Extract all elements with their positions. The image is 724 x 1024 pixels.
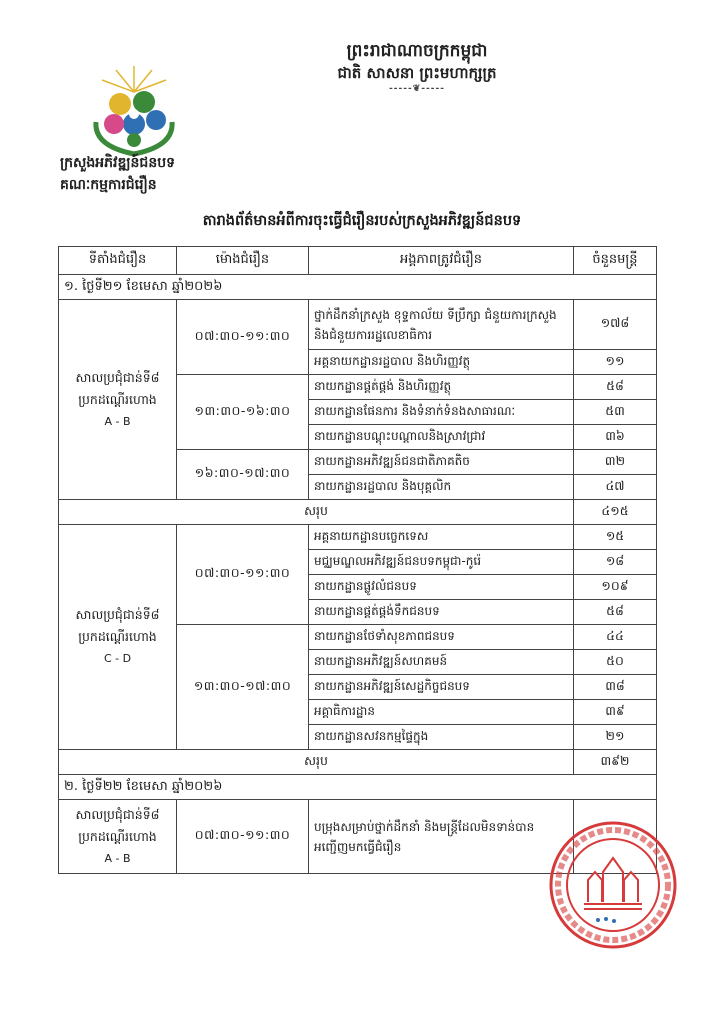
- venue-name-line2: ប្រកដណ្តើរហោង: [78, 391, 157, 407]
- header-unit: អង្គភាពត្រូវជំរឿន: [309, 247, 574, 275]
- unit-cell: នាយកដ្ឋានអភិវឌ្ឍន៍សហគមន៍: [309, 650, 574, 675]
- count-cell: ១៥: [574, 525, 657, 550]
- table-header-row: [59, 247, 657, 275]
- document-title: តារាងព័ត៌មានអំពីការចុះធ្វើជំរឿនរបស់ក្រសួងអភិវឌ្ឍន៍ជនបទ: [202, 212, 522, 229]
- official-stamp: [548, 820, 678, 950]
- day1-row: [59, 275, 657, 300]
- count-cell: ១៨: [574, 550, 657, 575]
- unit-cell: នាយកដ្ឋានរដ្ឋបាល និងបុគ្គលិក: [309, 475, 574, 500]
- venue-name-line2: ប្រកដណ្តើរហោង: [78, 629, 157, 644]
- unit-cell: នាយកដ្ឋានសវនកម្មផ្ទៃក្នុង: [309, 725, 574, 750]
- census-schedule-table: [58, 246, 657, 874]
- venue-name-line2: ប្រកដណ្តើរហោង: [78, 828, 157, 844]
- count-cell: ១០៩: [574, 575, 657, 600]
- count-cell: ៣៩: [574, 700, 657, 725]
- unit-cell: នាយកដ្ឋានថែទាំសុខភាពជនបទ: [309, 625, 574, 650]
- table-row: [59, 525, 657, 550]
- total-value: ៤១៥: [574, 500, 657, 525]
- unit-cell: នាយកដ្ឋានផែនការ និងទំនាក់ទំនងសាធារណៈ: [309, 400, 574, 425]
- time-cell: ០៧:៣០-១១:៣០: [177, 800, 309, 874]
- total-row: [59, 750, 657, 775]
- table-row: [59, 300, 657, 350]
- day2-label: ២. ថ្ងៃទី២២ ខែមេសា ឆ្នាំ២០២៦: [59, 775, 657, 800]
- venue-code: A - B: [104, 851, 131, 865]
- ministry-block: [60, 152, 175, 196]
- unit-cell: នាយកដ្ឋានអភិវឌ្ឍន៍សេដ្ឋកិច្ចជនបទ: [309, 675, 574, 700]
- venue-name-line1: សាលប្រជុំជាន់ទី៨: [75, 806, 160, 822]
- venue-cell: [59, 800, 177, 874]
- count-cell: ៣៨: [574, 675, 657, 700]
- unit-cell: នាយកដ្ឋានផ្លូវលំជនបទ: [309, 575, 574, 600]
- count-cell: ៤៤: [574, 625, 657, 650]
- time-cell: ០៧:៣០-១១:៣០: [177, 525, 309, 625]
- kingdom-name: ព្រះរាជាណាចក្រកម្ពុជា: [346, 41, 488, 61]
- header-count: ចំនួនមន្ត្រី: [574, 247, 657, 275]
- unit-cell: បម្រុងសម្រាប់ថ្នាក់ដឹកនាំ និងមន្ត្រីដែលមិនទាន់បានអញ្ជើញមកធ្វើជំរឿន: [309, 800, 574, 874]
- count-cell: ៥៨: [574, 375, 657, 400]
- unit-cell: នាយកដ្ឋានផ្គត់ផ្គង់ និងហិរញ្ញវត្ថុ: [309, 375, 574, 400]
- unit-cell: អគ្គនាយកដ្ឋានបច្ចេកទេស: [309, 525, 574, 550]
- count-cell: ២១: [574, 725, 657, 750]
- unit-cell: អគ្គនាយកដ្ឋានរដ្ឋបាល និងហិរញ្ញវត្ថុ: [309, 350, 574, 375]
- unit-cell: អគ្គាធិការដ្ឋាន: [309, 700, 574, 725]
- total-label: សរុប: [59, 750, 574, 775]
- venue-cell: [59, 525, 177, 750]
- unit-cell: នាយកដ្ឋានបណ្តុះបណ្តាលនិងស្រាវជ្រាវ: [309, 425, 574, 450]
- unit-cell: ថ្នាក់ដឹកនាំក្រសួង ខុទ្ទកាល័យ ទីប្រឹក្សា ជំនួយការក្រសួង និងជំនួយការរដ្ឋលេខាធិការ: [309, 300, 574, 350]
- total-value: ៣៩២: [574, 750, 657, 775]
- venue-code: A - B: [104, 414, 131, 428]
- count-cell: ១១: [574, 350, 657, 375]
- time-cell: ១៦:៣០-១៧:៣០: [177, 450, 309, 500]
- ornament: -----❦-----: [389, 84, 445, 94]
- count-cell: ១៧៨: [574, 300, 657, 350]
- total-row: [59, 500, 657, 525]
- time-cell: ១៣:៣០-១៧:៣០: [177, 625, 309, 750]
- count-cell: ៣២: [574, 450, 657, 475]
- day1-label: ១. ថ្ងៃទី២១ ខែមេសា ឆ្នាំ២០២៦: [59, 275, 657, 300]
- count-cell: ៥៨: [574, 600, 657, 625]
- national-motto: ជាតិ សាសនា ព្រះមហាក្សត្រ: [337, 64, 497, 82]
- day2-row: [59, 775, 657, 800]
- venue-name-line1: សាលប្រជុំជាន់ទី៨: [75, 607, 160, 622]
- venue-cell: [59, 300, 177, 500]
- header-time: ម៉ោងជំរឿន: [177, 247, 309, 275]
- total-label: សរុប: [59, 500, 574, 525]
- ministry-logo: [86, 62, 182, 158]
- unit-cell: នាយកដ្ឋានអភិវឌ្ឍន៍ជនជាតិភាគតិច: [309, 450, 574, 475]
- venue-code: C - D: [103, 652, 132, 665]
- count-cell: ៥៣: [574, 400, 657, 425]
- ministry-name: ក្រសួងអភិវឌ្ឍន៍ជនបទ: [60, 155, 175, 171]
- committee-name: គណៈកម្មការជំរឿន: [60, 177, 157, 193]
- time-cell: ០៧:៣០-១១:៣០: [177, 300, 309, 375]
- count-cell: ៣៦: [574, 425, 657, 450]
- count-cell: ៤៧: [574, 475, 657, 500]
- unit-cell: មជ្ឈមណ្ឌលអភិវឌ្ឍន៍ជនបទកម្ពុជា-កូរ៉េ: [309, 550, 574, 575]
- header-location: ទីតាំងជំរឿន: [59, 247, 177, 275]
- time-cell: ១៣:៣០-១៦:៣០: [177, 375, 309, 450]
- count-cell: ៥០: [574, 650, 657, 675]
- unit-cell: នាយកដ្ឋានផ្គត់ផ្គង់ទឹកជនបទ: [309, 600, 574, 625]
- venue-name-line1: សាលប្រជុំជាន់ទី៨: [75, 369, 160, 385]
